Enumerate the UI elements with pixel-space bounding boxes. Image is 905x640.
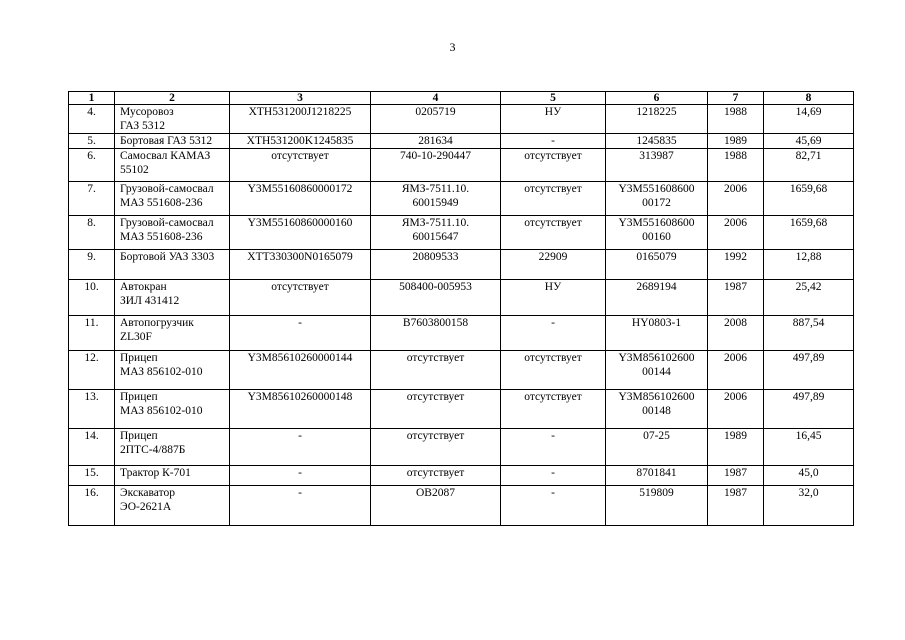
value-cell: 32,0 (764, 486, 854, 526)
year-cell: 2006 (708, 351, 764, 390)
body-number-cell: 1245835 (606, 134, 708, 149)
year-cell: 2006 (708, 390, 764, 429)
year-cell: 2008 (708, 316, 764, 351)
vehicle-name-cell: Трактор К-701 (115, 466, 230, 486)
engine-number-cell: отсутствует (371, 429, 501, 466)
body-number-cell: 1218225 (606, 105, 708, 134)
vehicle-name-cell: Самосвал КАМАЗ 55102 (115, 149, 230, 182)
chassis-number-cell: отсутствует (501, 149, 606, 182)
vehicle-name-cell: Прицеп 2ПТС-4/887Б (115, 429, 230, 466)
value-cell: 1659,68 (764, 182, 854, 216)
value-cell: 887,54 (764, 316, 854, 351)
row-number-cell: 7. (69, 182, 115, 216)
table-row (69, 429, 854, 466)
engine-number-cell: ЯМЗ-7511.10. 60015949 (371, 182, 501, 216)
vehicle-name-cell: Прицеп МАЗ 856102-010 (115, 351, 230, 390)
value-cell: 45,0 (764, 466, 854, 486)
table-row (69, 105, 854, 134)
table-row (69, 134, 854, 149)
engine-number-cell: B7603800158 (371, 316, 501, 351)
header-cell: 4 (371, 92, 501, 105)
row-number-cell: 14. (69, 429, 115, 466)
chassis-number-cell: - (501, 486, 606, 526)
vehicle-table (68, 91, 854, 526)
value-cell: 82,71 (764, 149, 854, 182)
chassis-number-cell: отсутствует (501, 390, 606, 429)
chassis-number-cell: 22909 (501, 250, 606, 280)
row-number-cell: 10. (69, 280, 115, 316)
chassis-number-cell: - (501, 466, 606, 486)
value-cell: 497,89 (764, 390, 854, 429)
body-number-cell: 2689194 (606, 280, 708, 316)
body-number-cell: Y3M551608600 00172 (606, 182, 708, 216)
vehicle-name-cell: Бортовой УАЗ 3303 (115, 250, 230, 280)
year-cell: 1987 (708, 486, 764, 526)
vehicle-name-cell: Прицеп МАЗ 856102-010 (115, 390, 230, 429)
year-cell: 1988 (708, 149, 764, 182)
chassis-number-cell: - (501, 134, 606, 149)
chassis-number-cell: НУ (501, 280, 606, 316)
vin-cell: - (230, 316, 371, 351)
row-number-cell: 15. (69, 466, 115, 486)
vin-cell: - (230, 466, 371, 486)
row-number-cell: 11. (69, 316, 115, 351)
year-cell: 1992 (708, 250, 764, 280)
page-number: 3 (449, 40, 456, 54)
vin-cell: Y3M55160860000160 (230, 216, 371, 250)
vin-cell: отсутствует (230, 149, 371, 182)
value-cell: 1659,68 (764, 216, 854, 250)
body-number-cell: 07-25 (606, 429, 708, 466)
table-body (69, 92, 854, 526)
table-row (69, 216, 854, 250)
engine-number-cell: 20809533 (371, 250, 501, 280)
table-row (69, 250, 854, 280)
year-cell: 1989 (708, 429, 764, 466)
year-cell: 2006 (708, 182, 764, 216)
value-cell: 25,42 (764, 280, 854, 316)
header-cell: 7 (708, 92, 764, 105)
table-row (69, 351, 854, 390)
chassis-number-cell: отсутствует (501, 216, 606, 250)
row-number-cell: 12. (69, 351, 115, 390)
body-number-cell: 0165079 (606, 250, 708, 280)
table-row (69, 486, 854, 526)
vehicle-name-cell: Грузовой-самосвал МАЗ 551608-236 (115, 216, 230, 250)
year-cell: 1988 (708, 105, 764, 134)
vin-cell: XTH531200J1218225 (230, 105, 371, 134)
header-row (69, 92, 854, 105)
header-cell: 2 (115, 92, 230, 105)
body-number-cell: 8701841 (606, 466, 708, 486)
body-number-cell: Y3M551608600 00160 (606, 216, 708, 250)
value-cell: 45,69 (764, 134, 854, 149)
table-row (69, 182, 854, 216)
header-cell: 5 (501, 92, 606, 105)
vehicle-name-cell: Бортовая ГАЗ 5312 (115, 134, 230, 149)
table-row (69, 466, 854, 486)
engine-number-cell: отсутствует (371, 466, 501, 486)
header-cell: 8 (764, 92, 854, 105)
chassis-number-cell: НУ (501, 105, 606, 134)
row-number-cell: 5. (69, 134, 115, 149)
vin-cell: Y3M85610260000144 (230, 351, 371, 390)
body-number-cell: 313987 (606, 149, 708, 182)
row-number-cell: 8. (69, 216, 115, 250)
vin-cell: XTT330300N0165079 (230, 250, 371, 280)
engine-number-cell: 0205719 (371, 105, 501, 134)
engine-number-cell: OB2087 (371, 486, 501, 526)
vin-cell: Y3M85610260000148 (230, 390, 371, 429)
vehicle-name-cell: Автокран ЗИЛ 431412 (115, 280, 230, 316)
vin-cell: XTH531200K1245835 (230, 134, 371, 149)
row-number-cell: 9. (69, 250, 115, 280)
engine-number-cell: отсутствует (371, 351, 501, 390)
year-cell: 1989 (708, 134, 764, 149)
chassis-number-cell: отсутствует (501, 182, 606, 216)
value-cell: 14,69 (764, 105, 854, 134)
header-cell: 3 (230, 92, 371, 105)
body-number-cell: Y3M856102600 00144 (606, 351, 708, 390)
header-cell: 6 (606, 92, 708, 105)
value-cell: 497,89 (764, 351, 854, 390)
chassis-number-cell: отсутствует (501, 351, 606, 390)
year-cell: 2006 (708, 216, 764, 250)
body-number-cell: 519809 (606, 486, 708, 526)
chassis-number-cell: - (501, 316, 606, 351)
chassis-number-cell: - (501, 429, 606, 466)
body-number-cell: Y3M856102600 00148 (606, 390, 708, 429)
body-number-cell: HY0803-1 (606, 316, 708, 351)
engine-number-cell: 740-10-290447 (371, 149, 501, 182)
table-row (69, 280, 854, 316)
table-row (69, 390, 854, 429)
vin-cell: - (230, 486, 371, 526)
row-number-cell: 4. (69, 105, 115, 134)
vehicle-name-cell: Грузовой-самосвал МАЗ 551608-236 (115, 182, 230, 216)
table-row (69, 149, 854, 182)
year-cell: 1987 (708, 280, 764, 316)
value-cell: 16,45 (764, 429, 854, 466)
vin-cell: - (230, 429, 371, 466)
row-number-cell: 13. (69, 390, 115, 429)
header-cell: 1 (69, 92, 115, 105)
value-cell: 12,88 (764, 250, 854, 280)
engine-number-cell: ЯМЗ-7511.10. 60015647 (371, 216, 501, 250)
year-cell: 1987 (708, 466, 764, 486)
table-row (69, 316, 854, 351)
engine-number-cell: 508400-005953 (371, 280, 501, 316)
vin-cell: Y3M55160860000172 (230, 182, 371, 216)
row-number-cell: 6. (69, 149, 115, 182)
vehicle-name-cell: Автопогрузчик ZL30F (115, 316, 230, 351)
row-number-cell: 16. (69, 486, 115, 526)
engine-number-cell: 281634 (371, 134, 501, 149)
engine-number-cell: отсутствует (371, 390, 501, 429)
vehicle-name-cell: Экскаватор ЭО-2621А (115, 486, 230, 526)
vin-cell: отсутствует (230, 280, 371, 316)
vehicle-name-cell: Мусоровоз ГАЗ 5312 (115, 105, 230, 134)
